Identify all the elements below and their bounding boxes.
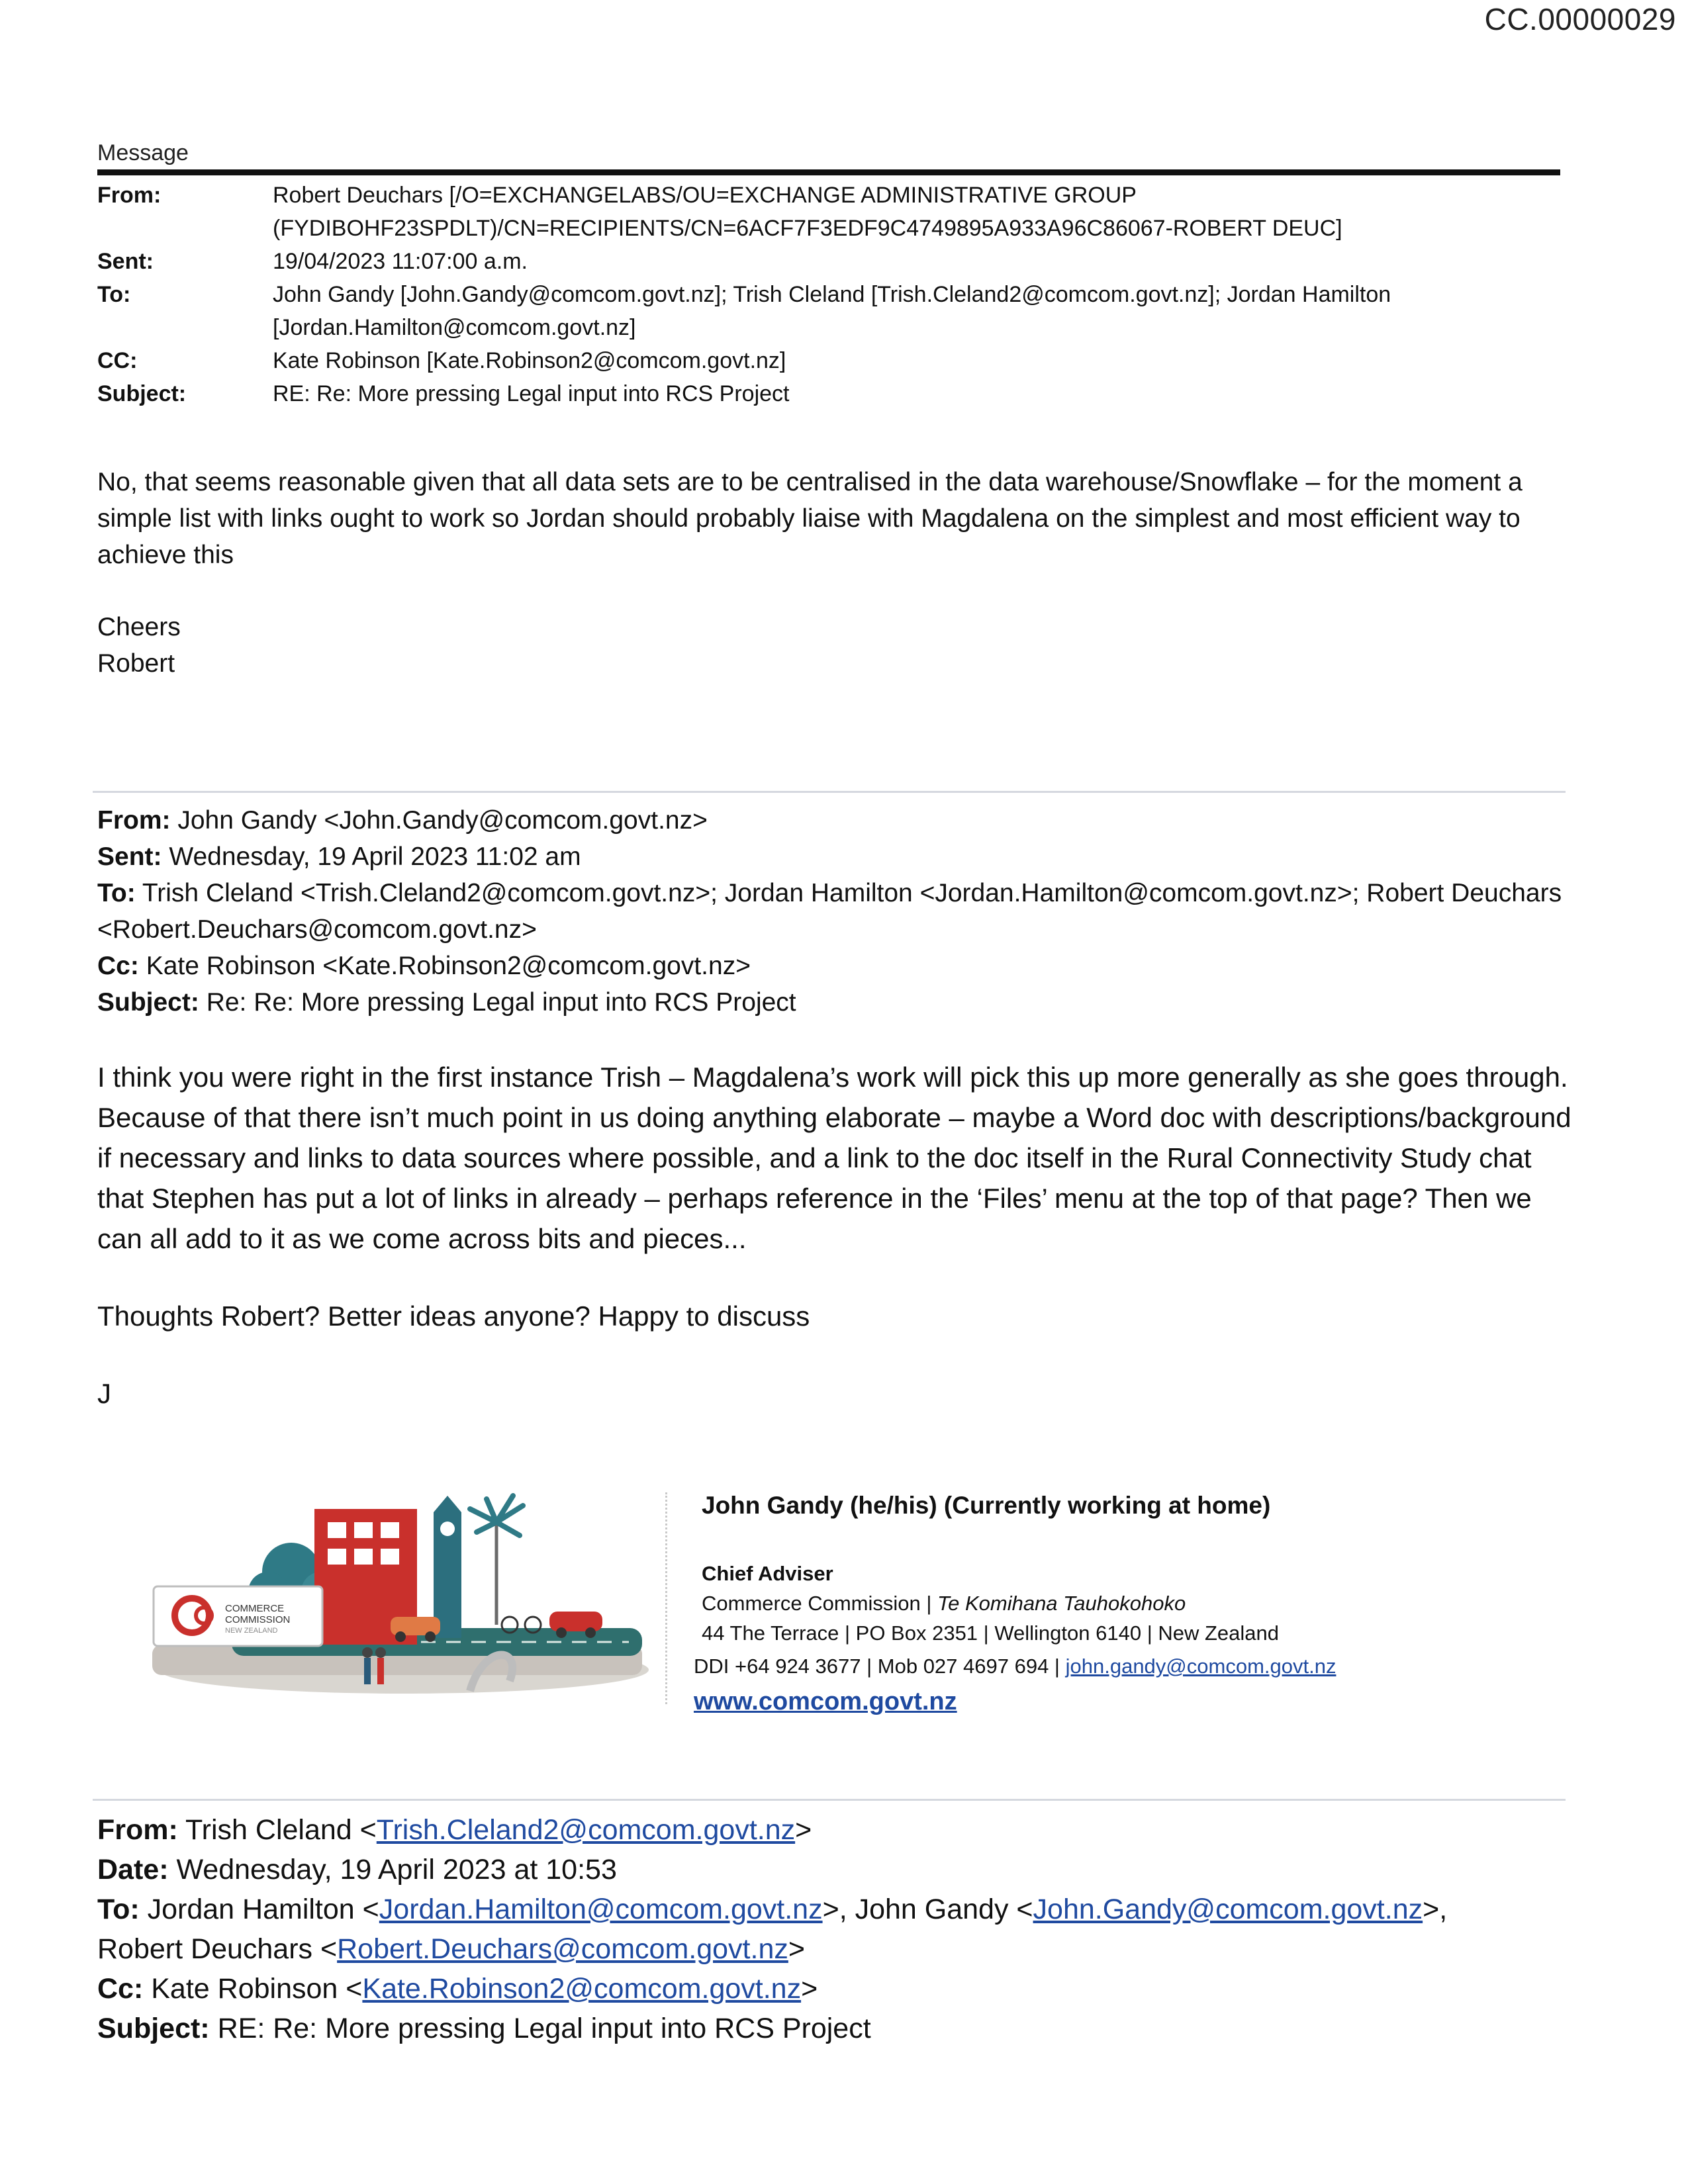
- header-subject-label: Subject:: [97, 381, 187, 406]
- fwd1-to-value: Trish Cleland <Trish.Cleland2@comcom.govt.nz>; Jordan Hamilton <Jordan.Hamilton@comcom.govt.nz>; Robert Deuchars <Robert.Deuchars@comcom.govt.nz>: [97, 879, 1562, 944]
- fwd1-cc-value: Kate Robinson <Kate.Robinson2@comcom.govt.nz>: [146, 952, 751, 980]
- header-to-label: To:: [97, 282, 131, 307]
- header-from-value: Robert Deuchars [/O=EXCHANGELABS/OU=EXCHANGE ADMINISTRATIVE GROUP (FYDIBOHF23SPDLT)/CN=RECIPIENTS/CN=6ACF7F3EDF9C4749895A933A96C86067-ROBERT DEUC]: [273, 183, 1342, 241]
- fwd2-to-email2-link[interactable]: John.Gandy@comcom.govt.nz: [1033, 1893, 1423, 1925]
- fwd1-to-label: To:: [97, 879, 136, 907]
- fwd2-from-name: Trish Cleland <: [177, 1814, 377, 1846]
- signature-role: Chief Adviser: [702, 1562, 833, 1585]
- signature-org: [702, 1592, 1186, 1615]
- logo-text-1: COMMERCE: [225, 1603, 285, 1614]
- reply-body: No, that seems reasonable given that all data sets are to be centralised in the data warehouse/Snowflake – for the moment a simple list with links ought to work so Jordan should probably liaise with Magdalena on the simplest and most efficient way to achieve this: [97, 468, 1523, 569]
- fwd2-to-name1: Jordan Hamilton <: [139, 1893, 379, 1925]
- message-label: Message: [97, 140, 189, 165]
- fwd2-to-label: To:: [97, 1893, 140, 1925]
- fwd2-cc: Cc: Kate Robinson <Kate.Robinson2@comcom.govt.nz>: [97, 1973, 818, 2005]
- message-separator-2: [93, 1799, 1566, 1801]
- header-sent-row: [97, 245, 1560, 278]
- fwd2-cc-name: Kate Robinson <: [143, 1973, 363, 2005]
- header-to-row: [97, 278, 1560, 344]
- fwd1-cc-label: Cc:: [97, 952, 139, 980]
- signature-org-maori: Te Komihana Tauhokohoko: [937, 1592, 1186, 1615]
- fwd1-sent-label: Sent:: [97, 842, 162, 871]
- message-separator: [93, 791, 1566, 793]
- header-from-row: [97, 179, 1560, 245]
- fwd2-to-name2: >, John Gandy <: [822, 1893, 1033, 1925]
- fwd2-from: From: Trish Cleland <Trish.Cleland2@comcom.govt.nz>: [97, 1814, 812, 1846]
- fwd2-to-email3-link[interactable]: Robert.Deuchars@comcom.govt.nz: [337, 1933, 788, 1965]
- signature-website-link[interactable]: www.comcom.govt.nz: [694, 1688, 957, 1715]
- fwd1-sent: [97, 839, 1573, 875]
- fwd2-to-cont: Robert Deuchars <Robert.Deuchars@comcom.govt.nz>: [97, 1933, 805, 1965]
- fwd1-subject: [97, 984, 1573, 1021]
- header-subject-value: RE: Re: More pressing Legal input into RCS Project: [273, 381, 790, 406]
- fwd2-cc-label: Cc:: [97, 1973, 144, 2005]
- signature-email-link[interactable]: john.gandy@comcom.govt.nz: [1065, 1655, 1336, 1678]
- signature-divider: [665, 1492, 667, 1704]
- red-car: [549, 1612, 602, 1631]
- signature-contact: [694, 1655, 1336, 1678]
- header-subject-row: [97, 377, 1560, 410]
- logo-text-2: COMMISSION: [225, 1614, 291, 1625]
- fwd2-date: [97, 1850, 1573, 1889]
- fwd1-subject-value: Re: Re: More pressing Legal input into RCS Project: [206, 988, 796, 1017]
- fwd2-date-value: Wednesday, 19 April 2023 at 10:53: [168, 1854, 617, 1886]
- header-from-label: From:: [97, 183, 162, 208]
- fwd1-sent-value: Wednesday, 19 April 2023 11:02 am: [169, 842, 581, 871]
- reply-signoff-cheers: Cheers: [97, 613, 181, 641]
- logo-text-3: NEW ZEALAND: [225, 1627, 278, 1635]
- fwd2-to-name3: Robert Deuchars <: [97, 1933, 338, 1965]
- header-sent-value: 19/04/2023 11:07:00 a.m.: [273, 249, 528, 274]
- signature-address: 44 The Terrace | PO Box 2351 | Wellington 6140 | New Zealand: [702, 1621, 1280, 1645]
- fwd1-thoughts: Thoughts Robert? Better ideas anyone? Happy to discuss: [97, 1300, 810, 1332]
- fwd1-body: I think you were right in the first instance Trish – Magdalena’s work will pick this up more generally as she goes through. Because of that there isn’t much point in us doing anything elaborate – maybe a Word doc with descriptions/background if necessary and links to data sources where possible, and a link to the doc itself in the Rural Connectivity Study chat that Stephen has put a lot of links in already – perhaps reference in the ‘Files’ menu at the top of that page? Then we can all add to it as we come across bits and pieces...: [97, 1062, 1571, 1254]
- fwd2-subject: [97, 2009, 1573, 2048]
- fwd1-subject-label: Subject:: [97, 988, 199, 1017]
- fwd2-subject-value: RE: Re: More pressing Legal input into RCS Project: [209, 2013, 871, 2044]
- header-rule: [97, 169, 1560, 175]
- header-sent-label: Sent:: [97, 249, 154, 274]
- signature-name: John Gandy (he/his) (Currently working at home): [702, 1492, 1271, 1519]
- fwd1-initial: J: [97, 1378, 111, 1409]
- fwd2-from-label: From:: [97, 1814, 178, 1846]
- document-id: CC.00000029: [1484, 2, 1676, 36]
- fwd1-cc: [97, 948, 1573, 984]
- commerce-commission-illustration: [152, 1492, 655, 1711]
- fwd2-cc-email-link[interactable]: Kate.Robinson2@comcom.govt.nz: [362, 1973, 802, 2005]
- fwd1-from: [97, 802, 1573, 839]
- signature-phone: DDI +64 924 3677 | Mob 027 4697 694 |: [694, 1655, 1066, 1678]
- header-to-value: John Gandy [John.Gandy@comcom.govt.nz]; Trish Cleland [Trish.Cleland2@comcom.govt.nz]; Jordan Hamilton [Jordan.Hamilton@comcom.govt.nz]: [273, 282, 1391, 340]
- header-cc-value: Kate Robinson [Kate.Robinson2@comcom.govt.nz]: [273, 348, 786, 373]
- fwd1-from-value: John Gandy <John.Gandy@comcom.govt.nz>: [177, 806, 708, 835]
- fwd2-date-label: Date:: [97, 1854, 169, 1886]
- header-cc-label: CC:: [97, 348, 138, 373]
- signature-org-name: Commerce Commission |: [702, 1592, 938, 1615]
- fwd2-to-email1-link[interactable]: Jordan.Hamilton@comcom.govt.nz: [379, 1893, 823, 1925]
- reply-signoff-name: Robert: [97, 649, 175, 678]
- fwd2-subject-label: Subject:: [97, 2013, 210, 2044]
- fwd2-from-email-link[interactable]: Trish.Cleland2@comcom.govt.nz: [376, 1814, 796, 1846]
- fwd1-to: [97, 875, 1573, 948]
- header-cc-row: [97, 344, 1560, 377]
- fwd1-from-label: From:: [97, 806, 171, 835]
- fwd2-to: To: Jordan Hamilton <Jordan.Hamilton@comcom.govt.nz>, John Gandy <John.Gandy@comcom.govt.nz>,: [97, 1893, 1448, 1925]
